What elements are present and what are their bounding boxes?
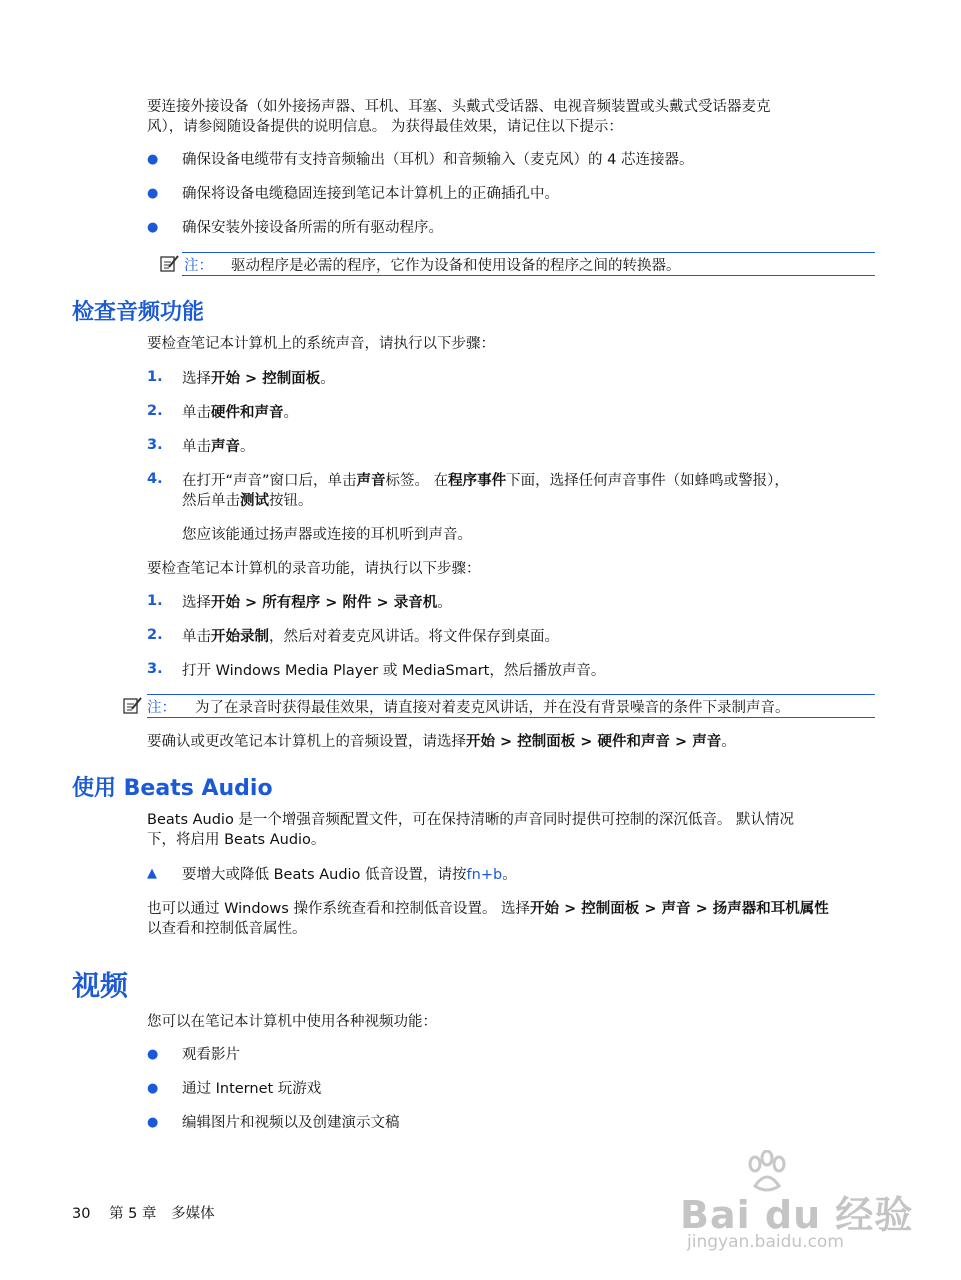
note-text: 为了在录音时获得最佳效果，请直接对着麦克风讲话，并在没有背景噪音的条件下录制声音。	[195, 700, 790, 716]
note-box	[182, 252, 875, 276]
step-number: 3.	[147, 661, 163, 677]
intro-line-1: 要连接外接设备（如外接扬声器、耳机、耳塞、头戴式受话器、电视音频装置或头戴式受话器麦克	[147, 99, 771, 115]
bullet-icon: ●	[147, 1115, 159, 1130]
chapter-heading-video: 视频	[72, 969, 129, 1002]
beats-paragraph-2: 也可以通过 Windows 操作系统查看和控制低音设置。 选择开始 > 控制面板 > 声音 > 扬声器和耳机属性 以查看和控制低音属性。	[147, 901, 829, 937]
triangle-icon: ▲	[147, 866, 157, 881]
step-number: 2.	[147, 403, 163, 419]
step-text: 打开 Windows Media Player 或 MediaSmart，然后播放声音。	[182, 663, 606, 679]
bullet-icon: ●	[147, 1047, 159, 1062]
step-text: 在打开“声音”窗口后，单击声音标签。 在程序事件下面，选择任何声音事件（如蜂鸣或警报）， 然后单击测试按钮。	[182, 473, 789, 509]
check-record-lead: 要检查笔记本计算机的录音功能，请执行以下步骤：	[147, 561, 481, 577]
intro-line-2: 风），请参阅随设备提供的说明信息。 为获得最佳效果，请记住以下提示：	[147, 119, 623, 135]
note-box	[147, 694, 875, 718]
watermark-url: jingyan.baidu.com	[687, 1232, 844, 1252]
list-item: 确保将设备电缆稳固连接到笔记本计算机上的正确插孔中。	[182, 186, 559, 202]
key-combo: fn+b	[466, 867, 503, 883]
bullet-icon: ●	[147, 186, 159, 201]
step-text: 单击开始录制，然后对着麦克风讲话。将文件保存到桌面。	[182, 629, 559, 645]
list-item: 确保安装外接设备所需的所有驱动程序。	[182, 220, 443, 236]
step-number: 1.	[147, 369, 163, 385]
section-heading-beats-audio: 使用 Beats Audio	[72, 776, 273, 801]
beats-tip: 要增大或降低 Beats Audio 低音设置，请按fn+b。	[182, 867, 517, 883]
step-text: 单击硬件和声音。	[182, 405, 298, 421]
baidu-watermark	[675, 1150, 915, 1260]
list-item: 通过 Internet 玩游戏	[182, 1081, 322, 1097]
chapter-number: 第 5 章	[109, 1206, 157, 1222]
step-subtext: 您应该能通过扬声器或连接的耳机听到声音。	[182, 527, 472, 543]
watermark-brand: Bai du 经验	[680, 1193, 914, 1237]
note-label: 注：	[147, 700, 176, 716]
step-text: 选择开始 > 所有程序 > 附件 > 录音机。	[182, 595, 452, 611]
list-item: 确保设备电缆带有支持音频输出（耳机）和音频输入（麦克风）的 4 芯连接器。	[182, 152, 694, 168]
video-lead: 您可以在笔记本计算机中使用各种视频功能：	[147, 1014, 437, 1030]
note-icon	[160, 255, 180, 273]
bullet-icon: ●	[147, 1081, 159, 1096]
step-text: 选择开始 > 控制面板。	[182, 371, 335, 387]
chapter-title: 多媒体	[171, 1206, 215, 1222]
intro-paragraph	[147, 97, 875, 137]
list-item: 观看影片	[182, 1047, 240, 1063]
note-icon	[123, 697, 143, 715]
step-number: 2.	[147, 627, 163, 643]
list-item: 编辑图片和视频以及创建演示文稿	[182, 1115, 400, 1131]
page-footer	[72, 1202, 215, 1223]
step-number: 4.	[147, 471, 163, 487]
bullet-icon: ●	[147, 152, 159, 167]
note-text: 驱动程序是必需的程序，它作为设备和使用设备的程序之间的转换器。	[231, 258, 681, 274]
step-text: 单击声音。	[182, 439, 255, 455]
note-label: 注：	[184, 258, 213, 274]
bullet-icon: ●	[147, 220, 159, 235]
step-number: 3.	[147, 437, 163, 453]
check-audio-lead: 要检查笔记本计算机上的系统声音，请执行以下步骤：	[147, 336, 495, 352]
section-heading-check-audio: 检查音频功能	[72, 300, 205, 325]
confirm-paragraph: 要确认或更改笔记本计算机上的音频设置，请选择开始 > 控制面板 > 硬件和声音 > 声音。	[147, 734, 736, 750]
step-number: 1.	[147, 593, 163, 609]
page-number: 30	[72, 1206, 91, 1222]
beats-paragraph: Beats Audio 是一个增强音频配置文件，可在保持清晰的声音同时提供可控制的深沉低音。 默认情况 下，将启用 Beats Audio。	[147, 812, 795, 848]
